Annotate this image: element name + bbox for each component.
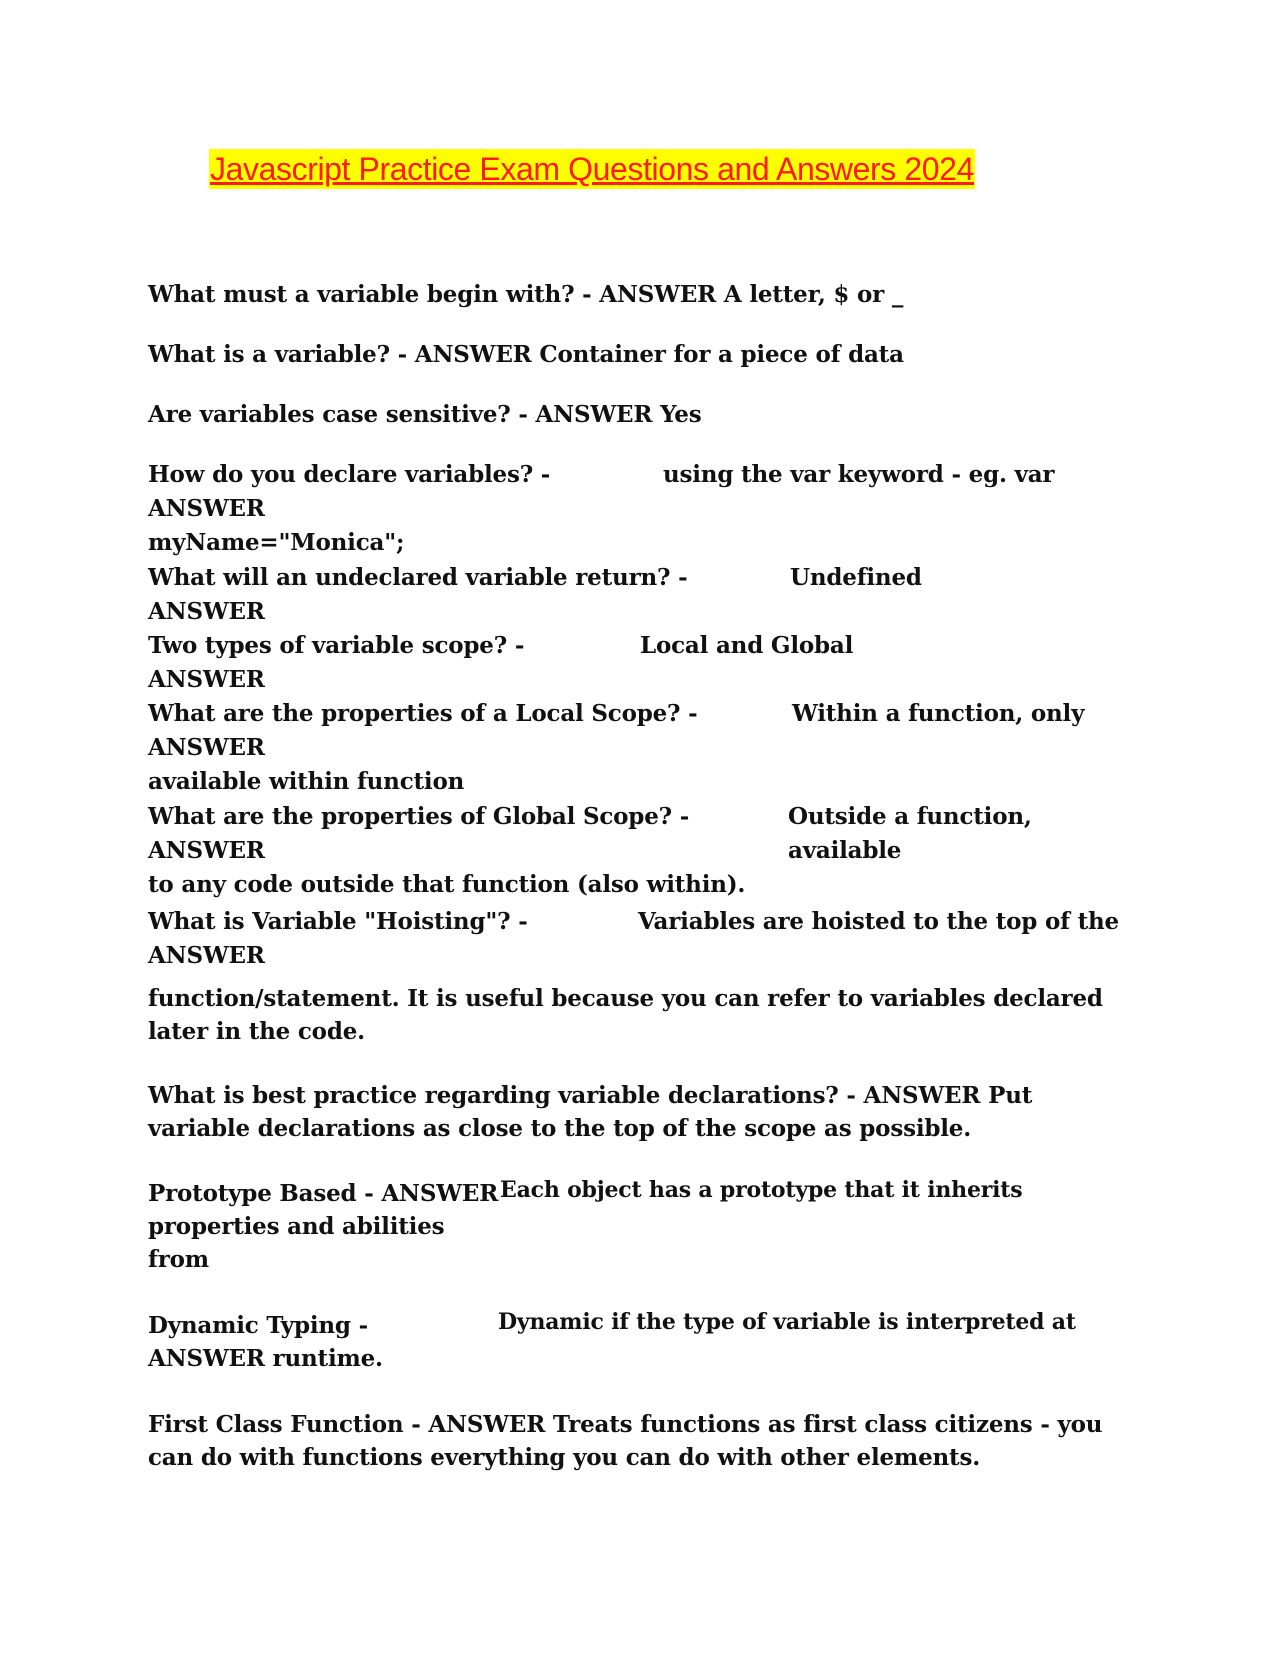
qa-q8-answer-b: available [788, 837, 902, 864]
qa-q11-answer-cont1: properties and abilities [148, 1213, 445, 1240]
qa-q13-line1: First Class Function - ANSWER Treats functions as first class citizens - you [148, 1411, 1103, 1438]
qa-q6-question: Two types of variable scope? - [148, 632, 525, 659]
qa-q7-question: What are the properties of a Local Scope? - [148, 700, 698, 727]
qa-q7-answer-cont: available within function [148, 768, 465, 795]
qa-q11-answer-cont2: from [148, 1246, 209, 1273]
qa-q9-answer-cont1: function/statement. It is useful because you can refer to variables declared [148, 985, 1103, 1012]
qa-q9-answer-cont2: later in the code. [148, 1018, 365, 1045]
qa-q7-answer: Within a function, only [792, 700, 1085, 727]
qa-q9-answer: Variables are hoisted to the top of the [638, 908, 1119, 935]
qa-q8-answer: Outside a function, [788, 803, 1032, 830]
qa-q10-line2: variable declarations as close to the top of the scope as possible. [148, 1115, 972, 1142]
qa-q4-answer-cont: myName="Monica"; [148, 529, 405, 556]
qa-q4-answer: using the var keyword - eg. var [663, 461, 1055, 488]
qa-q8-answer-cont: to any code outside that function (also within). [148, 871, 746, 898]
qa-q4-label: ANSWER [148, 495, 265, 522]
qa-q4-question: How do you declare variables? - [148, 461, 551, 488]
qa-q8-question: What are the properties of Global Scope? - [148, 803, 690, 830]
qa-q5-question: What will an undeclared variable return? - [148, 564, 688, 591]
qa-q7-label: ANSWER [148, 734, 265, 761]
qa-q5-label: ANSWER [148, 598, 265, 625]
qa-q11-question: Prototype Based - ANSWER [148, 1180, 499, 1207]
qa-q12-answer: Dynamic if the type of variable is interpreted at [498, 1309, 1076, 1335]
qa-q10-line1: What is best practice regarding variable declarations? - ANSWER Put [148, 1082, 1033, 1109]
qa-q1: What must a variable begin with? - ANSWER A letter, $ or _ [148, 281, 904, 308]
qa-q9-question: What is Variable "Hoisting"? - [148, 908, 528, 935]
qa-q11-answer: Each object has a prototype that it inherits [500, 1177, 1023, 1203]
qa-q6-answer: Local and Global [640, 632, 854, 659]
document-title: Javascript Practice Exam Questions and Answers 2024 [210, 151, 974, 187]
qa-q6-label: ANSWER [148, 666, 265, 693]
qa-q3: Are variables case sensitive? - ANSWER Yes [148, 401, 702, 428]
qa-q9-label: ANSWER [148, 942, 265, 969]
qa-q13-line2: can do with functions everything you can do with other elements. [148, 1444, 981, 1471]
qa-q12-question: Dynamic Typing - [148, 1312, 368, 1339]
qa-q2: What is a variable? - ANSWER Container for a piece of data [148, 341, 904, 368]
qa-q5-answer: Undefined [790, 564, 922, 591]
qa-q12-answer-cont: ANSWER runtime. [148, 1345, 383, 1372]
qa-q8-label: ANSWER [148, 837, 265, 864]
